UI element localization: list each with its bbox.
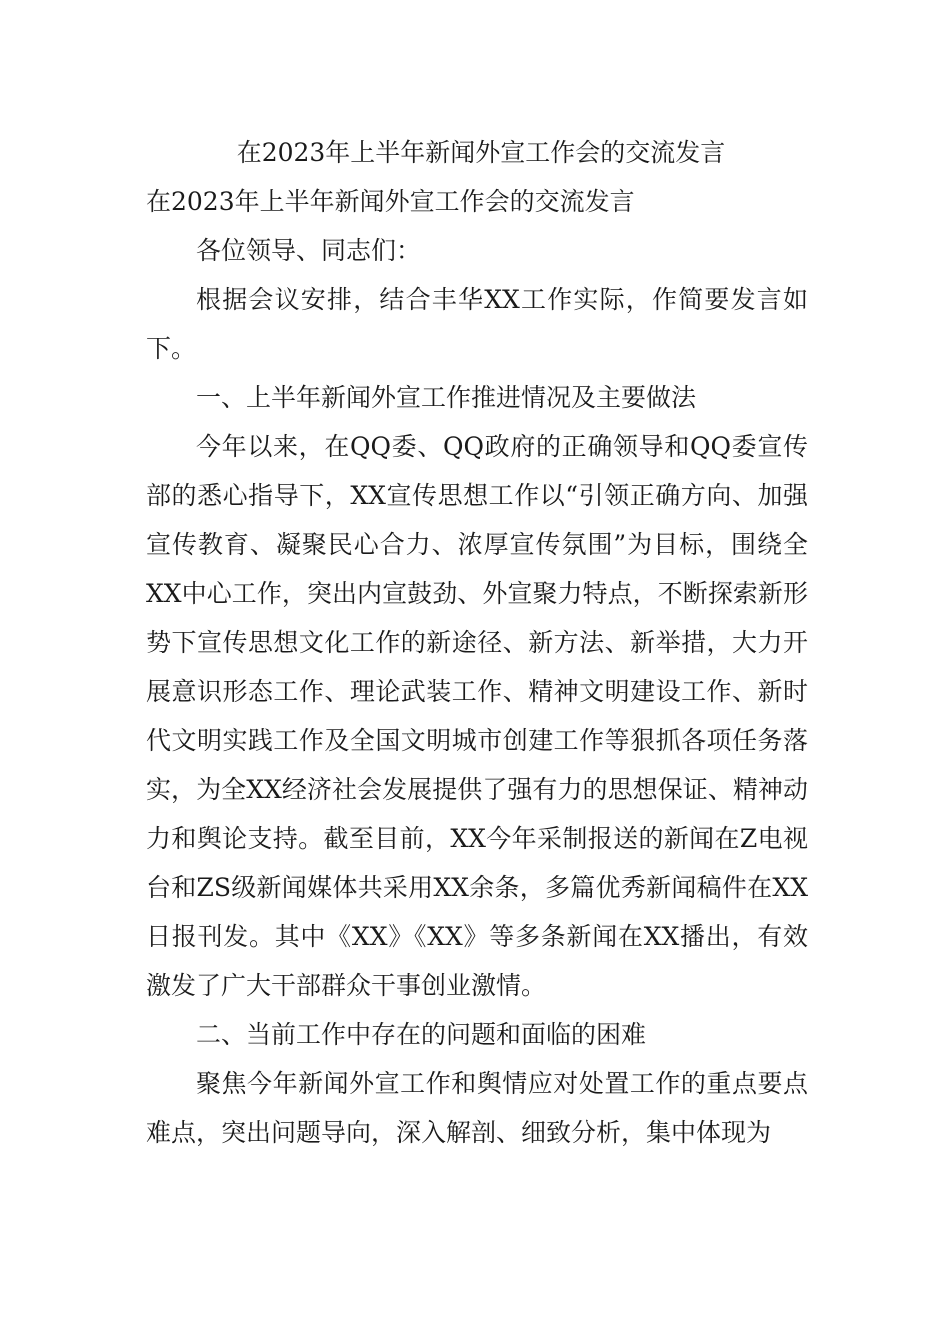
section-heading-2: 二、当前工作中存在的问题和面临的困难: [196, 1020, 647, 1049]
intro-paragraph: 根据会议安排，结合丰华XX工作实际，作简要发言如下。: [146, 285, 808, 363]
body-paragraph-1: 今年以来，在QQ委、QQ政府的正确领导和QQ委宣传部的悉心指导下，XX宣传思想工作以“引领正确方向、加强宣传教育、凝聚民心合力、浓厚宣传氛围”为目标，围绕全XX中心工作，突出内宣鼓劲、外宣聚力特点，不断探索新形势下宣传思想文化工作的新途径、新方法、新举措，大力开展意识形态工作、理论武装工作、精神文明建设工作、新时代文明实践工作及全国文明城市创建工作等狠抓各项任务落实，为全XX经济社会发展提供了强有力的思想保证、精神动力和舆论支持。截至目前，XX今年采制报送的新闻在Z电视台和ZS级新闻媒体共采用XX余条，多篇优秀新闻稿件在XX日报刊发。其中《XX》《XX》等多条新闻在XX播出，有效激发了广大干部群众干事创业激情。: [146, 432, 808, 1000]
document-title-centered: 在2023年上半年新闻外宣工作会的交流发言: [236, 138, 726, 167]
salutation-paragraph: 各位领导、同志们：: [196, 236, 422, 265]
document-title-left: 在2023年上半年新闻外宣工作会的交流发言: [146, 187, 635, 216]
body-paragraph-2: 聚焦今年新闻外宣工作和舆情应对处置工作的重点要点难点，突出问题导向，深入解剖、细致分析，集中体现为: [146, 1069, 808, 1147]
document-body: [146, 128, 808, 1157]
section-heading-1: 一、上半年新闻外宣工作推进情况及主要做法: [196, 383, 697, 412]
